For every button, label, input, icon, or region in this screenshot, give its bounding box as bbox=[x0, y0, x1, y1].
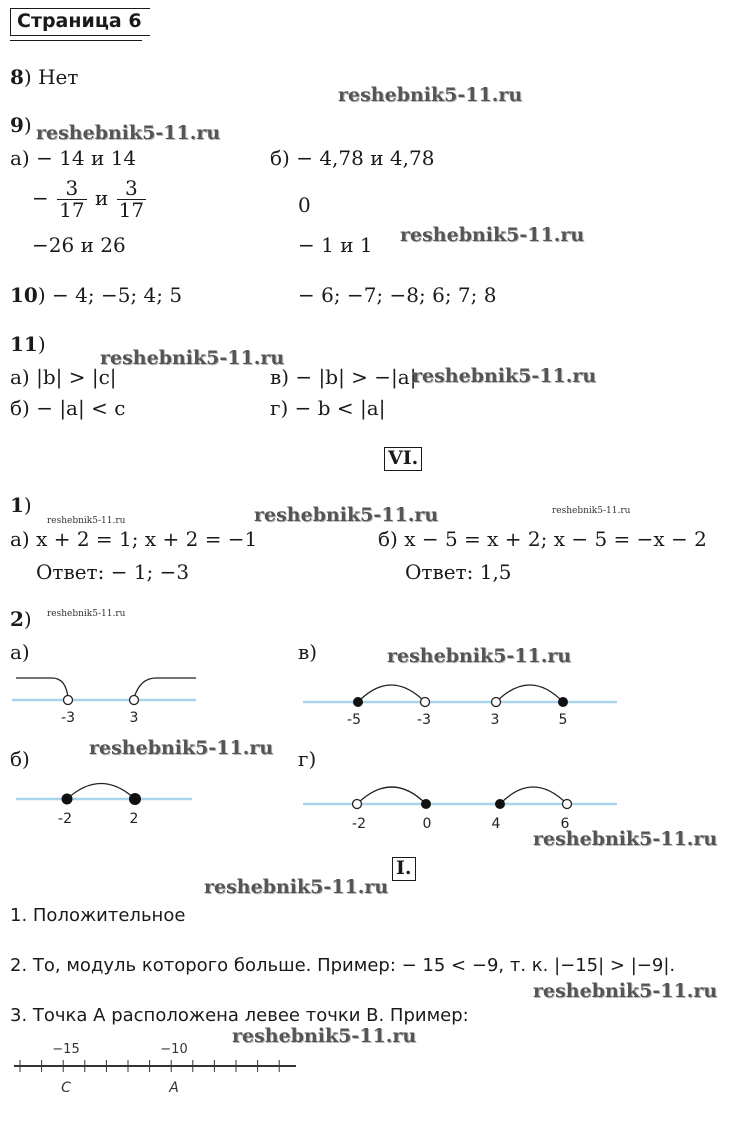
numerator: 3 bbox=[117, 178, 146, 200]
item-text: ) − 4; −5; 4; 5 bbox=[37, 283, 183, 307]
answer-9b-line1: б) − 4,78 и 4,78 bbox=[270, 146, 435, 170]
vi-1a-equation: а) x + 2 = 1; x + 2 = −1 bbox=[10, 527, 258, 551]
tick-label: 0 bbox=[422, 816, 432, 832]
watermark: reshebnik5-11.ru bbox=[533, 980, 718, 1002]
answer-11a: а) |b| > |c| bbox=[10, 365, 117, 389]
watermark: reshebnik5-11.ru bbox=[412, 365, 597, 387]
header-underline bbox=[10, 40, 142, 41]
number-line-2b bbox=[0, 770, 300, 830]
tick-label: −10 bbox=[160, 1042, 188, 1057]
item-number: 11 bbox=[10, 332, 38, 356]
answer-9a-line3: −26 и 26 bbox=[32, 233, 126, 257]
item-text: ) bbox=[23, 113, 32, 137]
ray-left bbox=[16, 678, 68, 698]
answer-9b-line3: − 1 и 1 bbox=[298, 233, 373, 257]
watermark: reshebnik5-11.ru bbox=[552, 506, 631, 516]
point-open bbox=[492, 698, 501, 707]
section-vi-title: VI. bbox=[384, 447, 422, 471]
item-11 bbox=[10, 333, 46, 356]
number-line-2v bbox=[295, 668, 625, 728]
watermark: reshebnik5-11.ru bbox=[89, 737, 274, 759]
point-filled bbox=[62, 794, 73, 805]
point-filled bbox=[421, 799, 431, 809]
item-text: ) bbox=[23, 607, 32, 631]
tick-label: 3 bbox=[490, 712, 500, 728]
tick-label: 3 bbox=[129, 710, 139, 726]
answer-11v: в) − |b| > −|a| bbox=[270, 365, 417, 389]
interval-arc bbox=[496, 685, 563, 702]
tick-label: 4 bbox=[491, 816, 501, 832]
vi-2a-label: а) bbox=[10, 640, 30, 664]
vi-1b-equation: б) x − 5 = x + 2; x − 5 = −x − 2 bbox=[378, 527, 707, 551]
answer-9b-line2: 0 bbox=[298, 193, 311, 217]
point-open bbox=[130, 696, 139, 705]
point-label: A bbox=[169, 1080, 179, 1096]
point-filled bbox=[353, 697, 363, 707]
point-filled bbox=[129, 793, 141, 805]
section-i-q2: 2. То, модуль которого больше. Пример: − 15 < −9, т. к. |−15| > |−9|. bbox=[10, 955, 676, 976]
point-open bbox=[563, 800, 572, 809]
number-line-2a bbox=[0, 668, 300, 728]
point-filled bbox=[558, 697, 568, 707]
point-open bbox=[64, 696, 73, 705]
vi-2g-label: г) bbox=[298, 747, 317, 771]
item-number: 9 bbox=[10, 113, 24, 137]
tick-label: 6 bbox=[560, 816, 570, 832]
tick-label: 2 bbox=[129, 811, 139, 827]
interval-arc bbox=[357, 787, 426, 804]
point-filled bbox=[495, 799, 505, 809]
tick-label: -3 bbox=[417, 712, 431, 728]
numerator: 3 bbox=[57, 178, 86, 200]
fraction bbox=[117, 178, 146, 221]
point-label: C bbox=[61, 1080, 71, 1096]
answer-9a-fraction-line bbox=[32, 178, 148, 221]
denominator: 17 bbox=[118, 198, 145, 222]
tick-label: -3 bbox=[61, 710, 75, 726]
item-text: ) Нет bbox=[23, 65, 79, 89]
point-open bbox=[353, 800, 362, 809]
interval-arc bbox=[358, 685, 425, 702]
watermark: reshebnik5-11.ru bbox=[47, 609, 126, 619]
vi-1a-answer: Ответ: − 1; −3 bbox=[36, 560, 190, 584]
denominator: 17 bbox=[59, 198, 85, 222]
ray-right bbox=[134, 678, 196, 698]
fraction bbox=[57, 178, 86, 221]
item-10 bbox=[10, 284, 182, 307]
minus-sign: − bbox=[32, 186, 49, 210]
tick-label: 5 bbox=[558, 712, 568, 728]
watermark: reshebnik5-11.ru bbox=[36, 122, 221, 144]
watermark: reshebnik5-11.ru bbox=[338, 84, 523, 106]
watermark: reshebnik5-11.ru bbox=[47, 516, 126, 526]
tick-label: -2 bbox=[58, 811, 72, 827]
interval-arc bbox=[500, 787, 567, 804]
page-header: Страница 6 bbox=[10, 8, 150, 36]
vi-2v-label: в) bbox=[298, 640, 318, 664]
item-number: 2 bbox=[10, 607, 24, 631]
answer-11g: г) − b < |a| bbox=[270, 396, 386, 420]
watermark: reshebnik5-11.ru bbox=[254, 504, 439, 526]
item-8 bbox=[10, 66, 78, 89]
tick-label: −15 bbox=[52, 1042, 80, 1057]
section-i-q3: 3. Точка А расположена левее точки В. Пример: bbox=[10, 1005, 469, 1026]
watermark: reshebnik5-11.ru bbox=[100, 347, 285, 369]
section-i-title: I. bbox=[392, 857, 416, 881]
watermark: reshebnik5-11.ru bbox=[400, 224, 585, 246]
item-9 bbox=[10, 114, 32, 137]
watermark: reshebnik5-11.ru bbox=[387, 645, 572, 667]
watermark: reshebnik5-11.ru bbox=[232, 1025, 417, 1047]
watermark: reshebnik5-11.ru bbox=[204, 876, 389, 898]
section-i-q1: 1. Положительное bbox=[10, 905, 186, 926]
item-number: 1 bbox=[10, 493, 24, 517]
item-text: ) bbox=[37, 332, 46, 356]
item-10-right: − 6; −7; −8; 6; 7; 8 bbox=[298, 283, 497, 307]
watermark: reshebnik5-11.ru bbox=[533, 828, 718, 850]
item-number: 8 bbox=[10, 65, 24, 89]
answer-11b: б) − |a| < c bbox=[10, 396, 126, 420]
tick-label: -5 bbox=[347, 712, 361, 728]
vi-1b-answer: Ответ: 1,5 bbox=[405, 560, 512, 584]
item-number: 10 bbox=[10, 283, 38, 307]
answer-9a-line1: а) − 14 и 14 bbox=[10, 146, 137, 170]
vi-2b-label: б) bbox=[10, 747, 30, 771]
vi-item-2 bbox=[10, 608, 32, 631]
vi-item-1 bbox=[10, 494, 32, 517]
conjunction: и bbox=[94, 186, 109, 210]
item-text: ) bbox=[23, 493, 32, 517]
interval-arc bbox=[67, 784, 135, 800]
point-open bbox=[421, 698, 430, 707]
number-line-2g bbox=[295, 770, 625, 832]
tick-label: -2 bbox=[352, 816, 366, 832]
